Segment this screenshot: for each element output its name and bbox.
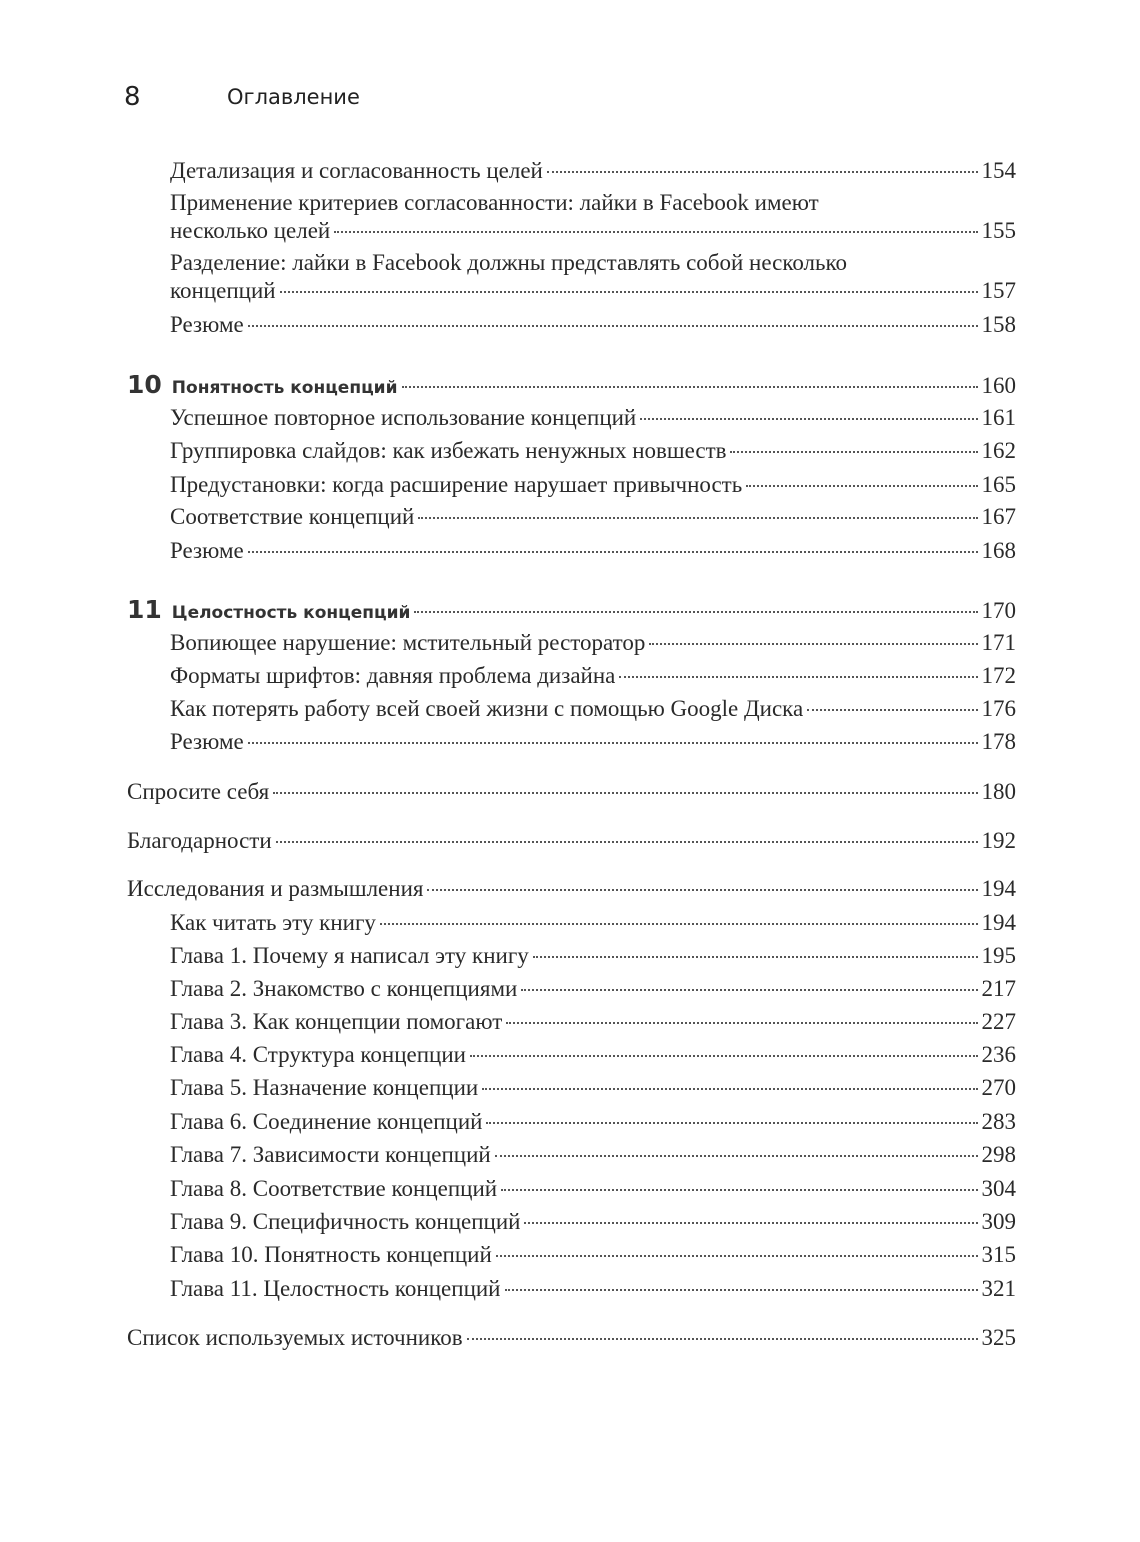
toc-entry-title: Резюме (170, 312, 244, 337)
toc-entry-title: Глава 10. Понятность концепций (170, 1242, 492, 1267)
toc-entry[interactable] (170, 157, 1016, 185)
toc-entry-title: Группировка слайдов: как избежать ненужных новшеств (170, 438, 727, 463)
toc-entry[interactable] (170, 909, 1016, 937)
toc-entry-title: Соответствие концепций (170, 504, 415, 529)
toc-entry-page: 227 (981, 1009, 1016, 1034)
dot-leader (501, 1189, 977, 1191)
dot-leader (248, 325, 978, 327)
toc-entry-title: несколько целей (170, 218, 331, 243)
toc-entry-title: Успешное повторное использование концепций (170, 405, 637, 430)
toc-entry-page: 270 (981, 1075, 1016, 1100)
dot-leader (746, 485, 977, 487)
toc-entry-page: 160 (981, 373, 1016, 398)
toc-entry-title: Глава 8. Соответствие концепций (170, 1176, 498, 1201)
dot-leader (506, 1022, 977, 1024)
toc-entry-title: Глава 2. Знакомство с концепциями (170, 976, 518, 1001)
dot-leader (547, 171, 978, 173)
toc-entry-page: 298 (981, 1142, 1016, 1167)
dot-leader (486, 1122, 977, 1124)
dot-leader (248, 551, 978, 553)
toc-entry[interactable] (170, 437, 1016, 465)
toc-entry[interactable] (170, 471, 1016, 499)
toc-entry-page: 192 (981, 828, 1016, 853)
toc-entry-page: 172 (981, 663, 1016, 688)
toc-entry-title: Как потерять работу всей своей жизни с помощью Google Диска (170, 696, 804, 721)
toc-entry-page: 170 (981, 598, 1016, 623)
toc-entry[interactable] (170, 975, 1016, 1003)
dot-leader (418, 517, 977, 519)
toc-entry[interactable] (170, 1175, 1016, 1203)
toc-entry-title: Резюме (170, 729, 244, 754)
chapter-number: 10 (127, 370, 162, 399)
toc-entry-page: 157 (981, 278, 1016, 303)
toc-entry[interactable] (170, 1041, 1016, 1069)
toc-entry-title: Как читать эту книгу (170, 910, 376, 935)
toc-entry[interactable] (170, 1275, 1016, 1303)
dot-leader (334, 231, 977, 233)
toc-entry-title: Исследования и размышления (127, 876, 424, 901)
toc-entry[interactable] (127, 1324, 1016, 1352)
toc-entry-page: 236 (981, 1042, 1016, 1067)
toc-entry[interactable] (170, 1074, 1016, 1102)
toc-entry[interactable] (170, 695, 1016, 723)
running-header-title: Оглавление (227, 85, 360, 109)
toc-entry-title: Список используемых источников (127, 1325, 463, 1350)
toc-entry-title: концепций (170, 278, 276, 303)
toc-entry-page: 325 (981, 1325, 1016, 1350)
toc-entry[interactable] (170, 1208, 1016, 1236)
chapter-number: 11 (127, 595, 162, 624)
dot-leader (730, 451, 977, 453)
dot-leader (524, 1222, 977, 1224)
toc-entry[interactable] (127, 827, 1016, 855)
toc-entry[interactable] (170, 629, 1016, 657)
toc-entry[interactable] (170, 189, 1016, 245)
toc-entry-page: 283 (981, 1109, 1016, 1134)
toc-entry-page: 217 (981, 976, 1016, 1001)
toc-entry[interactable] (170, 942, 1016, 970)
toc-entry[interactable] (170, 249, 1016, 305)
toc-entry-title: Форматы шрифтов: давняя проблема дизайна (170, 663, 616, 688)
dot-leader (248, 742, 978, 744)
dot-leader (467, 1338, 978, 1340)
dot-leader (402, 386, 978, 388)
toc-entry-title: Глава 1. Почему я написал эту книгу (170, 943, 529, 968)
toc-entry[interactable] (127, 370, 1016, 400)
toc-entry[interactable] (170, 537, 1016, 565)
dot-leader (482, 1088, 977, 1090)
toc-entry[interactable] (170, 1008, 1016, 1036)
toc-entry-page: 176 (981, 696, 1016, 721)
dot-leader (649, 643, 977, 645)
dot-leader (273, 792, 977, 794)
dot-leader (496, 1255, 978, 1257)
toc-entry-page: 154 (981, 158, 1016, 183)
toc-entry-title: Глава 6. Соединение концепций (170, 1109, 483, 1134)
dot-leader (807, 709, 977, 711)
toc-entry[interactable] (127, 778, 1016, 806)
dot-leader (414, 611, 977, 613)
dot-leader (280, 291, 978, 293)
toc-entry-page: 304 (981, 1176, 1016, 1201)
dot-leader (470, 1055, 978, 1057)
dot-leader (380, 923, 978, 925)
dot-leader (533, 956, 978, 958)
toc-entry-title: Глава 7. Зависимости концепций (170, 1142, 491, 1167)
toc-entry[interactable] (170, 1241, 1016, 1269)
toc-entry-title: Спросите себя (127, 779, 270, 804)
dot-leader (521, 989, 977, 991)
toc-entry[interactable] (127, 595, 1016, 625)
toc-entry-page: 171 (981, 630, 1016, 655)
toc-entry-title-line1: Применение критериев согласованности: лайки в Facebook имеют (170, 190, 819, 215)
toc-entry[interactable] (170, 728, 1016, 756)
toc-entry-page: 158 (981, 312, 1016, 337)
toc-entry-page: 162 (981, 438, 1016, 463)
toc-entry[interactable] (170, 404, 1016, 432)
toc-entry[interactable] (170, 311, 1016, 339)
toc-entry-page: 155 (981, 218, 1016, 243)
toc-entry-title-line1: Разделение: лайки в Facebook должны представлять собой несколько (170, 250, 848, 275)
toc-entry-page: 309 (981, 1209, 1016, 1234)
toc-entry-page: 194 (981, 910, 1016, 935)
dot-leader (276, 841, 978, 843)
toc-entry[interactable] (170, 1141, 1016, 1169)
toc-entry-page: 180 (981, 779, 1016, 804)
dot-leader (640, 418, 977, 420)
toc-entry-title: Резюме (170, 538, 244, 563)
toc-entry-page: 167 (981, 504, 1016, 529)
page-number: 8 (124, 82, 141, 112)
toc-entry-page: 195 (981, 943, 1016, 968)
toc-entry-page: 315 (981, 1242, 1016, 1267)
toc-entry-title: Глава 9. Специфичность концепций (170, 1209, 521, 1234)
dot-leader (619, 676, 977, 678)
toc-entry-title: Благодарности (127, 828, 272, 853)
toc-entry-page: 165 (981, 472, 1016, 497)
toc-entry-title: Глава 4. Структура концепции (170, 1042, 466, 1067)
toc-entry-page: 194 (981, 876, 1016, 901)
toc-entry[interactable] (127, 875, 1016, 903)
toc-entry-title: Вопиющее нарушение: мстительный ресторатор (170, 630, 646, 655)
toc-entry-title: Целостность концепций (171, 603, 411, 623)
toc-entry-title: Глава 5. Назначение концепции (170, 1075, 479, 1100)
toc-entry-title: Предустановки: когда расширение нарушает привычность (170, 472, 743, 497)
dot-leader (427, 889, 977, 891)
toc-entry-page: 178 (981, 729, 1016, 754)
toc-entry[interactable] (170, 662, 1016, 690)
toc-entry-title: Детализация и согласованность целей (170, 158, 543, 183)
toc-entry-page: 168 (981, 538, 1016, 563)
toc-entry[interactable] (170, 1108, 1016, 1136)
toc-entry[interactable] (170, 503, 1016, 531)
toc-entry-page: 161 (981, 405, 1016, 430)
toc-entry-title: Глава 11. Целостность концепций (170, 1276, 501, 1301)
toc-entry-title: Понятность концепций (171, 378, 398, 398)
toc-entry-page: 321 (981, 1276, 1016, 1301)
dot-leader (495, 1155, 978, 1157)
toc-entry-title: Глава 3. Как концепции помогают (170, 1009, 503, 1034)
dot-leader (505, 1289, 978, 1291)
